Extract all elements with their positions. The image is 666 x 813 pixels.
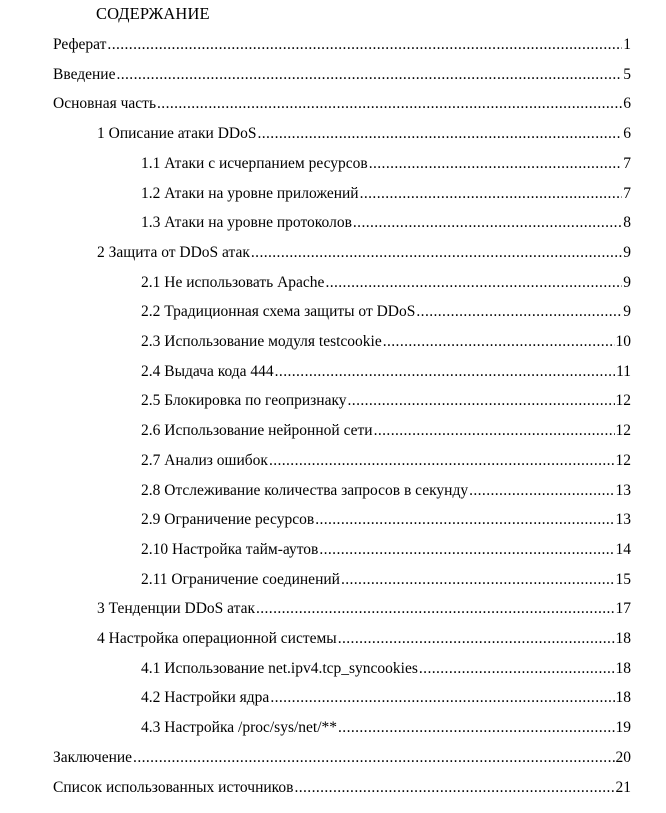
- dot-leader: [256, 598, 615, 620]
- toc-entry-label: 4 Настройка операционной системы: [97, 630, 337, 647]
- toc-entry-label: Реферат: [53, 36, 107, 53]
- toc-entry-label: 3 Тенденции DDoS атак: [97, 600, 255, 618]
- toc-entry[interactable]: [141, 390, 631, 412]
- toc-entry-label: 1.1 Атаки с исчерпанием ресурсов: [141, 154, 368, 172]
- toc-entry-label: 2 Защита от DDoS атак: [97, 243, 250, 261]
- toc-entry-label: 2.10 Настройка тайм-аутов: [141, 540, 319, 558]
- toc-entry[interactable]: [141, 331, 631, 353]
- dot-leader: [348, 390, 615, 412]
- dot-leader: [251, 242, 622, 264]
- toc-entry-label: 2.5 Блокировка по геопризнаку: [141, 392, 347, 410]
- toc-entry-page-number: 18: [615, 630, 631, 647]
- toc-entry[interactable]: [97, 123, 631, 145]
- dot-leader: [319, 539, 614, 561]
- toc-entry[interactable]: [53, 34, 631, 56]
- dot-leader: [294, 777, 614, 799]
- toc-entry[interactable]: [141, 153, 631, 175]
- dot-leader: [360, 183, 623, 205]
- toc-entry-page-number: 9: [623, 243, 631, 261]
- toc-entry-label: 2.1 Не использовать Apache: [141, 273, 325, 291]
- toc-entry-page-number: 13: [615, 481, 631, 499]
- toc-entry-page-number: 6: [623, 95, 631, 113]
- toc-entry-page-number: 20: [615, 748, 631, 766]
- toc-entry-label: Заключение: [53, 748, 133, 766]
- toc-entry-page-number: 11: [616, 362, 631, 380]
- toc-entry-page-number: 18: [615, 689, 631, 707]
- toc-title: СОДЕРЖАНИЕ: [96, 4, 210, 23]
- dot-leader: [257, 123, 622, 145]
- toc-entry[interactable]: [97, 598, 631, 620]
- dot-leader: [107, 34, 622, 56]
- toc-entry-label: 2.9 Ограничение ресурсов: [141, 511, 315, 529]
- toc-entry-page-number: 12: [615, 392, 631, 410]
- toc-entry[interactable]: [141, 509, 631, 531]
- toc-entry-page-number: 8: [623, 214, 631, 232]
- dot-leader: [133, 747, 614, 769]
- toc-entry-label: Основная часть: [53, 95, 157, 113]
- toc-entry[interactable]: [141, 361, 631, 383]
- toc-entry-page-number: 9: [623, 273, 631, 291]
- toc-entry[interactable]: [141, 569, 631, 591]
- toc-entry-page-number: 9: [623, 303, 631, 321]
- dot-leader: [383, 331, 615, 353]
- toc-entry-label: 4.2 Настройки ядра: [141, 689, 270, 707]
- toc-entry-label: 2.4 Выдача кода 444: [141, 362, 274, 380]
- toc-entry-label: 4.3 Настройка /proc/sys/net/**: [141, 719, 338, 737]
- toc-entry-page-number: 10: [615, 333, 631, 350]
- dot-leader: [369, 153, 623, 175]
- toc-entry[interactable]: [141, 183, 631, 205]
- toc-entry[interactable]: [97, 628, 631, 650]
- toc-entry-label: 2.3 Использование модуля testcookie: [141, 333, 382, 350]
- toc-entry-page-number: 12: [615, 451, 631, 469]
- toc-entry[interactable]: [141, 272, 631, 294]
- toc-entry-page-number: 15: [615, 570, 631, 588]
- toc-entry-page-number: 6: [623, 125, 631, 143]
- toc-entry-page-number: 1: [623, 36, 631, 53]
- toc-entry-label: 1.2 Атаки на уровне приложений: [141, 184, 359, 202]
- toc-entry-label: Введение: [53, 65, 116, 83]
- dot-leader: [315, 509, 614, 531]
- toc-entry[interactable]: [53, 93, 631, 115]
- toc-entry-page-number: 21: [615, 778, 631, 796]
- toc-entry-label: Список использованных источников: [53, 778, 294, 796]
- toc-entry-page-number: 5: [623, 65, 631, 83]
- dot-leader: [353, 212, 622, 234]
- toc-entry[interactable]: [141, 717, 631, 739]
- toc-entry[interactable]: [53, 777, 631, 799]
- dot-leader: [157, 93, 622, 115]
- toc-entry-page-number: 12: [615, 422, 631, 440]
- toc-entry-page-number: 7: [623, 184, 631, 202]
- dot-leader: [325, 272, 622, 294]
- dot-leader: [275, 361, 615, 383]
- toc-entry[interactable]: [97, 242, 631, 264]
- toc-entry-label: 4.1 Использование net.ipv4.tcp_syncookies: [141, 659, 418, 677]
- toc-entry-page-number: 13: [615, 511, 631, 529]
- dot-leader: [338, 717, 614, 739]
- toc-entry-page-number: 18: [615, 659, 631, 677]
- toc-entry[interactable]: [141, 658, 631, 680]
- toc-entry-page-number: 7: [623, 154, 631, 172]
- toc-entry-label: 2.11 Ограничение соединений: [141, 570, 340, 588]
- toc-entry[interactable]: [141, 301, 631, 323]
- toc-entry[interactable]: [141, 539, 631, 561]
- toc-entry-label: 2.7 Анализ ошибок: [141, 451, 268, 469]
- dot-leader: [469, 480, 614, 502]
- toc-entry[interactable]: [141, 420, 631, 442]
- toc-entry[interactable]: [141, 212, 631, 234]
- toc-entry-label: 2.6 Использование нейронной сети: [141, 422, 373, 440]
- toc-entry-label: 2.2 Традиционная схема защиты от DDoS: [141, 303, 416, 321]
- toc-entry-page-number: 19: [615, 719, 631, 737]
- toc-entry-label: 2.8 Отслеживание количества запросов в секунду: [141, 481, 469, 499]
- dot-leader: [269, 450, 615, 472]
- dot-leader: [338, 628, 615, 650]
- toc-entry[interactable]: [141, 687, 631, 709]
- toc-entry[interactable]: [53, 747, 631, 769]
- dot-leader: [341, 569, 615, 591]
- toc-entry[interactable]: [141, 450, 631, 472]
- toc-entry[interactable]: [141, 480, 631, 502]
- toc-entry-label: 1.3 Атаки на уровне протоколов: [141, 214, 352, 232]
- dot-leader: [270, 687, 614, 709]
- dot-leader: [116, 64, 622, 86]
- toc-entry-page-number: 14: [615, 540, 631, 558]
- dot-leader: [374, 420, 615, 442]
- toc-entry-label: 1 Описание атаки DDoS: [97, 125, 257, 143]
- toc-entry-page-number: 17: [615, 600, 631, 618]
- dot-leader: [416, 301, 622, 323]
- toc-entry[interactable]: [53, 64, 631, 86]
- dot-leader: [419, 658, 615, 680]
